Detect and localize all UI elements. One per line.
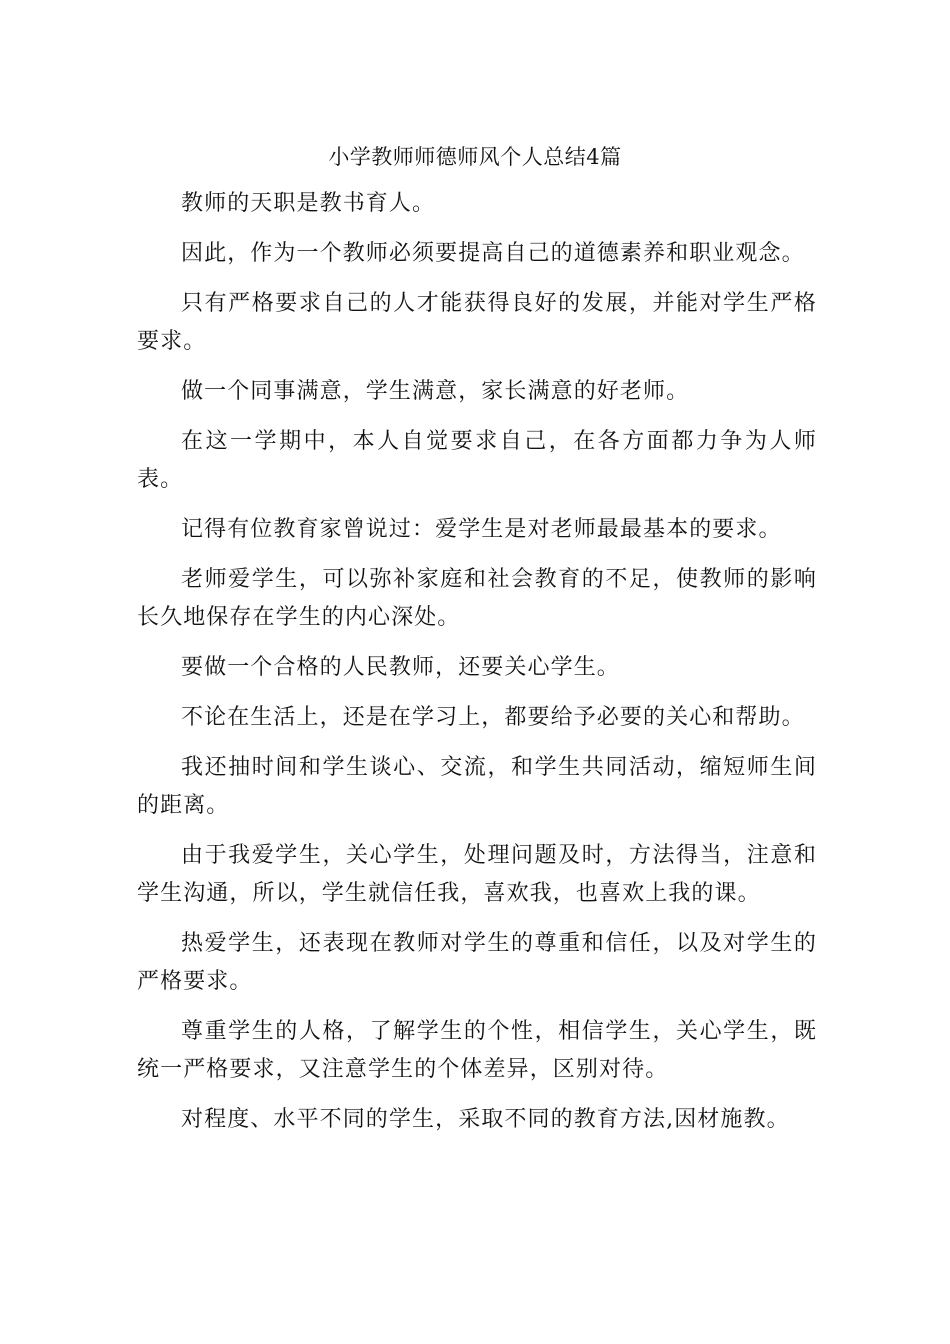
document-title: 小学教师师德师风个人总结4篇 (328, 145, 622, 169)
paragraph: 记得有位教育家曾说过：爱学生是对老师最最基本的要求。 (181, 517, 782, 542)
paragraph: 尊重学生的人格，了解学生的个性，相信学生，关心学生，既统一严格要求，又注意学生的个体差异，区别对待。 (137, 1019, 817, 1082)
paragraph: 只有严格要求自己的人才能获得良好的发展，并能对学生严格要求。 (137, 291, 817, 354)
paragraph: 做一个同事满意，学生满意，家长满意的好老师。 (181, 379, 690, 404)
paragraph: 在这一学期中，本人自觉要求自己，在各方面都力争为人师表。 (137, 429, 817, 492)
paragraph: 对程度、水平不同的学生，采取不同的教育方法,因材施教。 (181, 1107, 790, 1132)
paragraph: 老师爱学生，可以弥补家庭和社会教育的不足，使教师的影响长久地保存在学生的内心深处。 (137, 567, 817, 630)
paragraph: 我还抽时间和学生谈心、交流，和学生共同活动，缩短师生间的距离。 (137, 755, 817, 818)
paragraph: 热爱学生，还表现在教师对学生的尊重和信任，以及对学生的严格要求。 (137, 931, 817, 994)
paragraph: 由于我爱学生，关心学生，处理问题及时，方法得当，注意和学生沟通，所以，学生就信任我，喜欢我，也喜欢上我的课。 (137, 843, 817, 906)
paragraph: 教师的天职是教书育人。 (181, 191, 436, 216)
document-body (137, 185, 817, 1151)
paragraph: 因此，作为一个教师必须要提高自己的道德素养和职业观念。 (181, 241, 805, 266)
paragraph: 要做一个合格的人民教师，还要关心学生。 (181, 655, 620, 680)
paragraph: 不论在生活上，还是在学习上，都要给予必要的关心和帮助。 (181, 705, 805, 730)
